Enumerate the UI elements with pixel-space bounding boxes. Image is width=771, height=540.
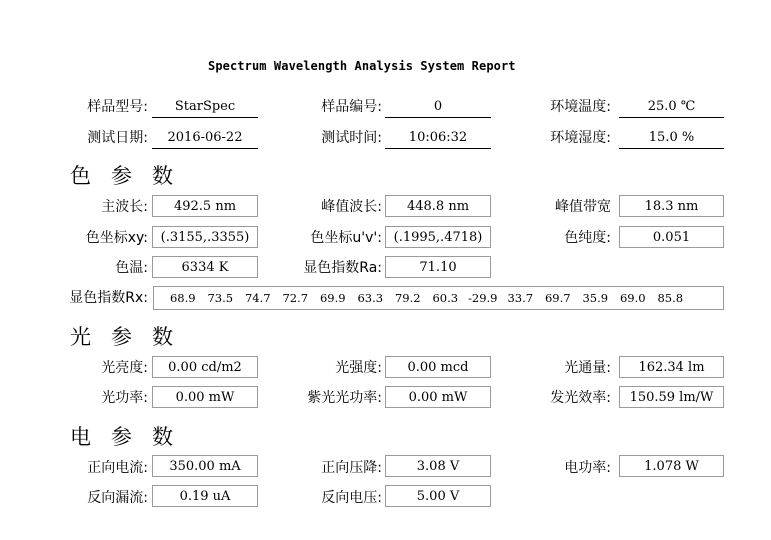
env-temp-label: 环境温度: <box>550 99 611 115</box>
rx-value: 68.9 <box>169 291 196 305</box>
reverse-leakage-label: 反向漏流: <box>87 490 148 506</box>
rx-value: 63.3 <box>357 291 384 305</box>
luminance-label: 光亮度: <box>101 360 148 376</box>
electric-power-value: 1.078 W <box>619 455 724 477</box>
dominant-wavelength-label: 主波长: <box>101 199 148 215</box>
xy-coordinate-value: (.3155,.3355) <box>152 226 258 248</box>
flux-value: 162.34 lm <box>619 356 724 378</box>
test-date-label: 测试日期: <box>87 130 148 146</box>
color-section-title: 色参数 <box>70 164 193 188</box>
light-section-title: 光参数 <box>70 325 193 349</box>
optical-power-label: 光功率: <box>101 390 148 406</box>
sample-model-label: 样品型号: <box>87 99 148 115</box>
sample-no-label: 样品编号: <box>321 99 382 115</box>
rx-value: 69.0 <box>619 291 646 305</box>
reverse-voltage-value: 5.00 V <box>385 485 491 507</box>
color-purity-value: 0.051 <box>619 226 724 248</box>
cct-label: 色温: <box>115 260 148 276</box>
xy-coordinate-label: 色坐标xy: <box>85 230 148 246</box>
cct-value: 6334 K <box>152 256 258 278</box>
peak-bandwidth-label: 峰值带宽 <box>555 199 611 215</box>
rx-value: 69.9 <box>319 291 346 305</box>
rx-value: 60.3 <box>432 291 459 305</box>
rx-value: 35.9 <box>582 291 609 305</box>
rx-value: 73.5 <box>207 291 234 305</box>
test-date-value: 2016-06-22 <box>152 129 258 149</box>
forward-voltage-value: 3.08 V <box>385 455 491 477</box>
peak-wavelength-label: 峰值波长: <box>321 199 382 215</box>
peak-wavelength-value: 448.8 nm <box>385 195 491 217</box>
rx-label: 显色指数Rx: <box>69 290 148 306</box>
intensity-label: 光强度: <box>335 360 382 376</box>
test-time-label: 测试时间: <box>321 130 382 146</box>
flux-label: 光通量: <box>564 360 611 376</box>
rx-value: 79.2 <box>394 291 421 305</box>
uv-power-label: 紫光光功率: <box>307 390 382 406</box>
electric-power-label: 电功率: <box>564 460 611 476</box>
color-purity-label: 色纯度: <box>564 230 611 246</box>
test-time-value: 10:06:32 <box>385 129 491 149</box>
intensity-value: 0.00 mcd <box>385 356 491 378</box>
reverse-voltage-label: 反向电压: <box>321 490 382 506</box>
ra-value: 71.10 <box>385 256 491 278</box>
ra-label: 显色指数Ra: <box>303 260 382 276</box>
luminance-value: 0.00 cd/m2 <box>152 356 258 378</box>
forward-current-value: 350.00 mA <box>152 455 258 477</box>
env-humidity-value: 15.0 % <box>619 129 724 149</box>
rx-value: 74.7 <box>244 291 271 305</box>
uv-power-value: 0.00 mW <box>385 386 491 408</box>
rx-value: -29.9 <box>468 291 498 305</box>
env-humidity-label: 环境湿度: <box>550 130 611 146</box>
peak-bandwidth-value: 18.3 nm <box>619 195 724 217</box>
sample-model-value: StarSpec <box>152 98 258 118</box>
efficacy-value: 150.59 lm/W <box>619 386 724 408</box>
dominant-wavelength-value: 492.5 nm <box>152 195 258 217</box>
uv-coordinate-label: 色坐标u'v': <box>310 230 382 246</box>
rx-value: 85.8 <box>657 291 684 305</box>
rx-value: 69.7 <box>544 291 571 305</box>
electric-section-title: 电参数 <box>70 425 193 449</box>
forward-voltage-label: 正向压降: <box>321 460 382 476</box>
forward-current-label: 正向电流: <box>87 460 148 476</box>
rx-values-box <box>153 286 724 310</box>
env-temp-value: 25.0 ℃ <box>619 98 724 118</box>
rx-value: 33.7 <box>507 291 534 305</box>
optical-power-value: 0.00 mW <box>152 386 258 408</box>
report-title: Spectrum Wavelength Analysis System Report <box>208 59 516 73</box>
reverse-leakage-value: 0.19 uA <box>152 485 258 507</box>
rx-value: 72.7 <box>282 291 309 305</box>
uv-coordinate-value: (.1995,.4718) <box>385 226 491 248</box>
sample-no-value: 0 <box>385 98 491 118</box>
efficacy-label: 发光效率: <box>550 390 611 406</box>
